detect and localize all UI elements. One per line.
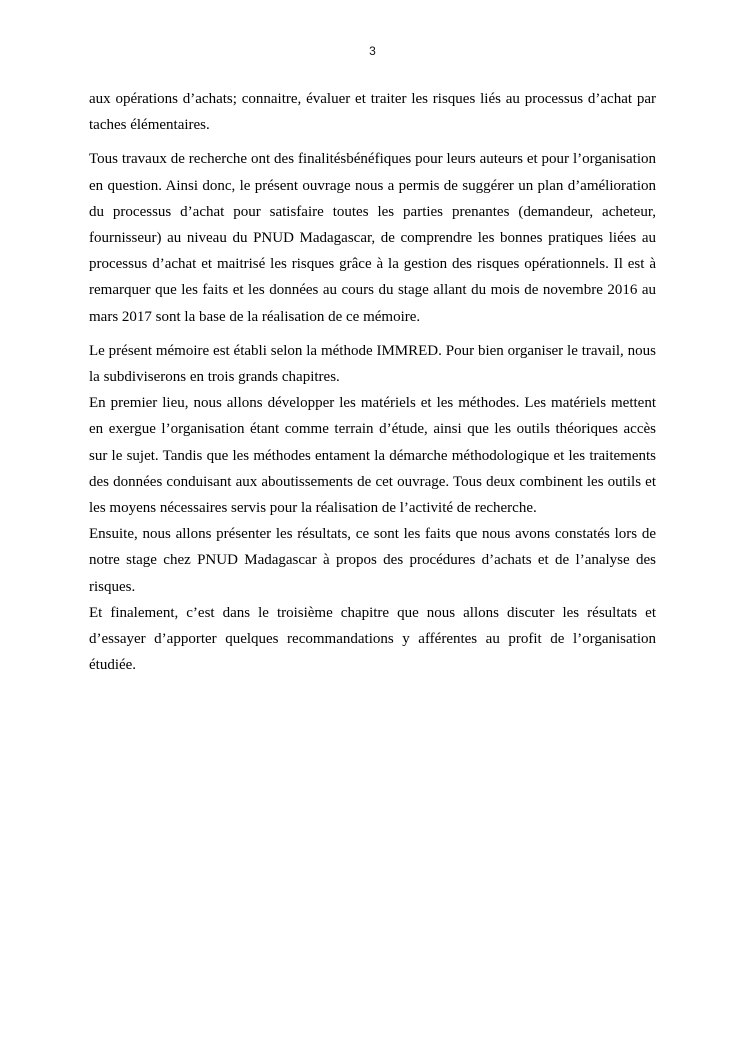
paragraph-third-chapter: Et finalement, c’est dans le troisième chapitre que nous allons discuter les résultats et d’essayer d’apporter quelques recommandations y afférentes au profit de l’organisation étudiée. [89,604,656,674]
paragraph-second-chapter: Ensuite, nous allons présenter les résultats, ce sont les faits que nous avons constatés lors de notre stage chez PNUD Madagascar à propos des procédures d’achats et de l’analyse des risques. [89,526,656,595]
paragraph-method: Le présent mémoire est établi selon la méthode IMMRED. Pour bien organiser le travail, nous la subdiviserons en trois grands chapitres. [89,342,656,386]
paragraph-intro-continuation: aux opérations d’achats; connaitre, évaluer et traiter les risques liés au processus d’achat par taches élémentaires. [89,91,656,134]
paragraph-first-chapter: En premier lieu, nous allons développer les matériels et les méthodes. Les matériels mettent en exergue l’organisation étant comme terrain d’étude, ainsi que les outils théoriques accès sur le sujet. Tandis que les méthodes entament la démarche méthodologique et les traitements des données conduisant aux aboutissements de cet ouvrage. Tous deux combinent les outils et les moyens nécessaires servis pour la réalisation de l’activité de recherche. [89,395,656,517]
body-text [89,86,656,678]
page-number: 3 [369,44,376,58]
paragraph-research-purpose: Tous travaux de recherche ont des finalitésbénéfiques pour leurs auteurs et pour l’organisation en question. Ainsi donc, le présent ouvrage nous a permis de suggérer un plan d’amélioration du processus d’achat pour satisfaire toutes les parties prenantes (demandeur, acheteur, fournisseur) au niveau du PNUD Madagascar, de comprendre les bonnes pratiques liées au processus d’achat et maitrisé les risques grâce à la gestion des risques opérationnels. Il est à remarquer que les faits et les données au cours du stage allant du mois de novembre 2016 au mars 2017 sont la base de la réalisation de ce mémoire. [89,151,656,325]
